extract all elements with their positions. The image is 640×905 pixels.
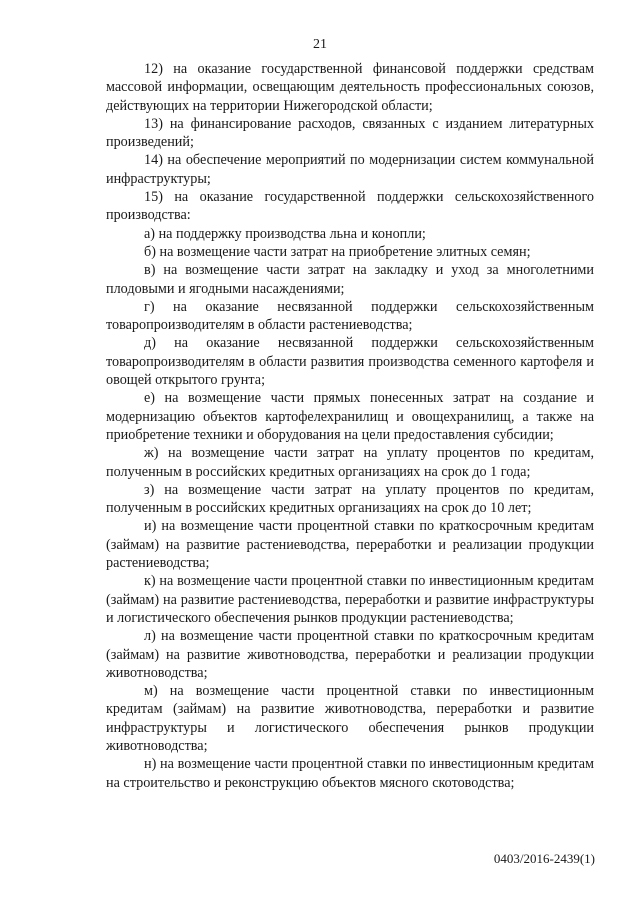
paragraph: а) на поддержку производства льна и конопли; [144, 225, 426, 242]
paragraph: 14) на обеспечение мероприятий по модернизации систем коммунальной инфраструктуры; [106, 152, 594, 187]
paragraph: 15) на оказание государственной поддержки сельскохозяйственного производства: [106, 189, 594, 224]
document-body [106, 60, 594, 792]
paragraph: з) на возмещение части затрат на уплату процентов по кредитам, полученным в российских кредитных организациях на срок до 10 лет; [106, 481, 594, 517]
paragraph: ж) на возмещение части затрат на уплату процентов по кредитам, полученным в российских кредитных организациях на срок до 1 года; [106, 445, 594, 480]
paragraph: к) на возмещение части процентной ставки по инвестиционным кредитам (займам) на развитие растениеводства, переработки и развитие инфраструктуры и логистического обеспечения рынков продукции растениеводства; [106, 573, 594, 626]
page-number: 21 [313, 37, 327, 52]
paragraph: е) на возмещение части прямых понесенных затрат на создание и модернизацию объектов картофелехранилищ и овощехранилищ, а также на приобретение техники и оборудования на цели предоставления субсидии; [106, 390, 594, 443]
document-registration-code: 0403/2016-2439(1) [493, 851, 595, 866]
paragraph: 13) на финансирование расходов, связанных с изданием литературных произведений; [106, 115, 594, 151]
paragraph: 12) на оказание государственной финансовой поддержки средствам массовой информации, освещающим деятельность профессиональных союзов, действующих на территории Нижегородской области; [106, 61, 594, 114]
paragraph: б) на возмещение части затрат на приобретение элитных семян; [144, 243, 531, 260]
paragraph: г) на оказание несвязанной поддержки сельскохозяйственным товаропроизводителям в области растениеводства; [106, 298, 594, 334]
paragraph: в) на возмещение части затрат на закладку и уход за многолетними плодовыми и ягодными насаждениями; [106, 262, 594, 297]
paragraph: н) на возмещение части процентной ставки по инвестиционным кредитам на строительство и реконструкцию объектов мясного скотоводства; [106, 756, 594, 791]
paragraph: м) на возмещение части процентной ставки по инвестиционным кредитам (займам) на развитие животноводства, переработки и развитие инфраструктуры и логистического обеспечения рынков продукции животноводства; [106, 683, 594, 754]
paragraph: л) на возмещение части процентной ставки по краткосрочным кредитам (займам) на развитие животноводства, переработки и реализации продукции животноводства; [106, 628, 594, 681]
paragraph: д) на оказание несвязанной поддержки сельскохозяйственным товаропроизводителям в области развития производства семенного картофеля и овощей открытого грунта; [106, 335, 594, 389]
paragraph: и) на возмещение части процентной ставки по краткосрочным кредитам (займам) на развитие растениеводства, переработки и реализации продукции растениеводства; [106, 518, 594, 572]
